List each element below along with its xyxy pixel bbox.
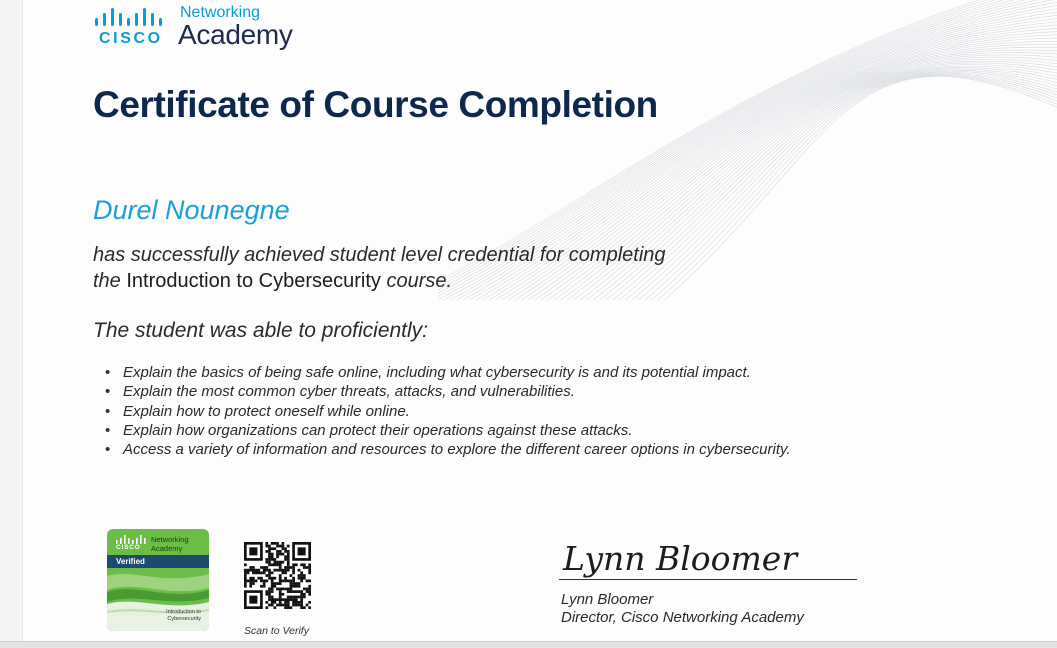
qr-module: [247, 571, 250, 574]
qr-module: [257, 577, 260, 580]
qr-module: [260, 585, 263, 588]
qr-module: [255, 571, 258, 574]
qr-module: [290, 566, 293, 569]
qr-module: [268, 577, 271, 580]
qr-module: [284, 550, 287, 553]
qr-module: [273, 582, 276, 585]
qr-module: [244, 563, 247, 566]
qr-module: [244, 580, 247, 583]
qr-finder-pattern: [249, 547, 257, 555]
qr-module: [265, 550, 268, 553]
qr-module: [268, 558, 271, 561]
qr-module: [252, 577, 255, 580]
signatory-name: Lynn Bloomer: [561, 591, 653, 608]
qr-module: [268, 604, 271, 607]
qr-module: [255, 569, 258, 572]
qr-module: [282, 545, 285, 548]
qr-module: [292, 590, 295, 593]
qr-module: [295, 596, 298, 599]
signature-script: Lynn Bloomer: [562, 539, 799, 578]
qr-module: [287, 590, 290, 593]
qr-module: [308, 580, 311, 583]
qr-module: [295, 585, 298, 588]
qr-module: [303, 596, 306, 599]
badge-verified-label: Verified: [107, 555, 209, 568]
qr-module: [284, 569, 287, 572]
qr-module: [300, 590, 303, 593]
qr-module: [279, 596, 282, 599]
qr-module: [268, 569, 271, 572]
qr-module: [295, 590, 298, 593]
qr-module: [279, 574, 282, 577]
logo-academy-text: Academy: [178, 19, 293, 51]
qr-module: [287, 601, 290, 604]
qr-module: [292, 598, 295, 601]
qr-module: [273, 563, 276, 566]
outcome-item: • Explain how organizations can protect their operations against these attacks.: [103, 421, 791, 440]
badge-cisco-text: CISCO: [116, 544, 141, 551]
course-name: Introduction to Cybersecurity: [126, 270, 381, 292]
qr-module: [279, 580, 282, 583]
qr-module: [276, 598, 279, 601]
outcome-item: • Access a variety of information and resources to explore the different career options in cybersecurity.: [103, 440, 791, 459]
qr-module: [249, 566, 252, 569]
qr-module: [282, 553, 285, 556]
qr-module: [300, 604, 303, 607]
qr-module: [244, 582, 247, 585]
qr-module: [265, 542, 268, 545]
qr-module: [276, 582, 279, 585]
qr-module: [279, 563, 282, 566]
qr-module: [263, 566, 266, 569]
qr-module: [298, 582, 301, 585]
qr-module: [284, 604, 287, 607]
qr-module: [265, 545, 268, 548]
wave-line: [658, 76, 1057, 300]
qr-module: [298, 577, 301, 580]
qr-module: [273, 542, 276, 545]
qr-module: [271, 604, 274, 607]
qr-module: [303, 574, 306, 577]
qr-module: [306, 566, 309, 569]
qr-module: [306, 588, 309, 591]
qr-module: [282, 604, 285, 607]
qr-module: [292, 577, 295, 580]
qr-module: [282, 598, 285, 601]
qr-module: [271, 555, 274, 558]
qr-module: [292, 563, 295, 566]
qr-module: [308, 606, 311, 609]
qr-module: [284, 547, 287, 550]
qr-module: [265, 590, 268, 593]
qr-module: [268, 547, 271, 550]
qr-module: [273, 561, 276, 564]
qr-module: [284, 580, 287, 583]
qr-module: [308, 588, 311, 591]
qr-module: [295, 598, 298, 601]
qr-module: [271, 596, 274, 599]
qr-module: [268, 598, 271, 601]
qr-module: [308, 569, 311, 572]
qr-module: [276, 604, 279, 607]
qr-module: [287, 604, 290, 607]
qr-module: [244, 585, 247, 588]
badge-logo: [113, 534, 205, 554]
qr-module: [279, 561, 282, 564]
qr-module: [290, 574, 293, 577]
qr-module: [284, 588, 287, 591]
certificate-page: [22, 0, 1057, 641]
qr-module: [282, 593, 285, 596]
qr-module: [284, 571, 287, 574]
qr-module: [282, 547, 285, 550]
qr-module: [279, 545, 282, 548]
qr-module: [300, 598, 303, 601]
qr-module: [292, 569, 295, 572]
badge-course-line-2: Cybersecurity: [166, 616, 201, 623]
qr-module: [265, 569, 268, 572]
scan-to-verify-label: Scan to Verify: [244, 625, 309, 637]
qr-module: [271, 580, 274, 583]
qr-module: [265, 580, 268, 583]
qr-module: [271, 588, 274, 591]
achievement-suffix: course.: [381, 270, 452, 292]
qr-module: [268, 574, 271, 577]
qr-module: [273, 558, 276, 561]
qr-module: [249, 577, 252, 580]
qr-module: [295, 563, 298, 566]
qr-module: [271, 563, 274, 566]
qr-module: [287, 598, 290, 601]
qr-module: [284, 566, 287, 569]
qr-module: [268, 593, 271, 596]
qr-module: [265, 606, 268, 609]
qr-module: [287, 596, 290, 599]
wave-line: [619, 70, 1057, 300]
qr-module: [308, 566, 311, 569]
qr-module: [300, 596, 303, 599]
qr-module: [249, 580, 252, 583]
qr-module: [260, 577, 263, 580]
qr-module: [273, 547, 276, 550]
verified-badge[interactable]: [107, 529, 209, 631]
qr-module: [308, 563, 311, 566]
qr-module: [308, 585, 311, 588]
qr-module: [300, 563, 303, 566]
qr-module: [279, 553, 282, 556]
badge-networking-text: Networking: [151, 535, 189, 544]
outcome-item: • Explain the most common cyber threats, attacks, and vulnerabilities.: [103, 382, 791, 401]
qr-module: [244, 569, 247, 572]
qr-module: [308, 590, 311, 593]
badge-academy-text: Academy: [151, 544, 182, 553]
qr-module: [271, 542, 274, 545]
signature-line: [559, 579, 857, 580]
qr-module: [298, 569, 301, 572]
qr-module: [271, 558, 274, 561]
qr-module: [279, 569, 282, 572]
qr-module: [290, 606, 293, 609]
qr-module: [303, 563, 306, 566]
qr-module: [249, 582, 252, 585]
qr-module: [268, 590, 271, 593]
qr-module: [276, 588, 279, 591]
qr-module: [287, 545, 290, 548]
qr-module: [276, 563, 279, 566]
qr-module: [260, 566, 263, 569]
qr-module: [282, 561, 285, 564]
badge-course-line-1: Introduction to: [166, 609, 201, 616]
qr-module: [268, 571, 271, 574]
qr-module: [287, 563, 290, 566]
qr-module: [287, 566, 290, 569]
qr-module: [282, 588, 285, 591]
qr-module: [276, 542, 279, 545]
networking-academy-logo: [93, 4, 313, 52]
qr-module: [287, 555, 290, 558]
qr-module: [244, 571, 247, 574]
qr-module: [265, 593, 268, 596]
qr-module: [265, 566, 268, 569]
qr-module: [292, 580, 295, 583]
qr-module: [298, 596, 301, 599]
qr-module: [247, 580, 250, 583]
signature-image: [559, 536, 859, 580]
qr-module: [263, 585, 266, 588]
qr-module: [271, 553, 274, 556]
qr-module: [290, 598, 293, 601]
qr-module: [271, 585, 274, 588]
qr-module: [300, 580, 303, 583]
qr-module: [273, 598, 276, 601]
qr-module: [303, 606, 306, 609]
qr-module: [292, 571, 295, 574]
qr-finder-pattern: [298, 547, 306, 555]
qr-module: [273, 569, 276, 572]
qr-module: [260, 571, 263, 574]
proficiency-heading: The student was able to proficiently:: [93, 319, 428, 343]
qr-module: [268, 596, 271, 599]
qr-module: [300, 593, 303, 596]
qr-module: [271, 601, 274, 604]
qr-module: [298, 590, 301, 593]
qr-module: [271, 582, 274, 585]
outcome-item: • Explain how to protect oneself while online.: [103, 402, 791, 421]
qr-module: [273, 577, 276, 580]
qr-module: [292, 582, 295, 585]
qr-module: [284, 601, 287, 604]
qr-module: [295, 582, 298, 585]
qr-module: [276, 569, 279, 572]
qr-module: [265, 601, 268, 604]
qr-module: [279, 582, 282, 585]
qr-module: [298, 601, 301, 604]
qr-module: [282, 542, 285, 545]
qr-module: [306, 580, 309, 583]
qr-module: [252, 566, 255, 569]
qr-module: [290, 596, 293, 599]
qr-module: [263, 580, 266, 583]
qr-module: [279, 593, 282, 596]
qr-module: [268, 545, 271, 548]
qr-module: [265, 561, 268, 564]
qr-module: [290, 582, 293, 585]
qr-module: [268, 563, 271, 566]
qr-module: [306, 590, 309, 593]
logo-networking-text: Networking: [180, 4, 260, 22]
cisco-wordmark: CISCO: [99, 30, 163, 48]
qr-module: [287, 553, 290, 556]
achievement-statement: [93, 242, 666, 294]
qr-module: [276, 555, 279, 558]
qr-module: [276, 545, 279, 548]
qr-module: [298, 574, 301, 577]
qr-module: [271, 577, 274, 580]
qr-module: [279, 588, 282, 591]
qr-module: [303, 588, 306, 591]
qr-module: [284, 555, 287, 558]
qr-module: [284, 558, 287, 561]
qr-module: [252, 569, 255, 572]
qr-module: [263, 569, 266, 572]
qr-module: [284, 598, 287, 601]
qr-module: [292, 604, 295, 607]
qr-module: [298, 604, 301, 607]
qr-module: [257, 571, 260, 574]
qr-finder-pattern: [249, 596, 257, 604]
outcome-item: • Explain the basics of being safe online, including what cybersecurity is and its potential impact.: [103, 363, 791, 382]
qr-module: [308, 571, 311, 574]
wave-line: [632, 72, 1057, 300]
qr-module: [247, 569, 250, 572]
qr-module: [300, 601, 303, 604]
wave-line: [652, 75, 1057, 300]
qr-module: [268, 588, 271, 591]
qr-module: [295, 601, 298, 604]
qr-module: [265, 574, 268, 577]
qr-module: [252, 582, 255, 585]
qr-module: [282, 571, 285, 574]
qr-module: [265, 558, 268, 561]
qr-module: [292, 596, 295, 599]
cisco-bars-icon: [93, 7, 163, 29]
qr-module: [290, 580, 293, 583]
certificate-title: Certificate of Course Completion: [93, 84, 658, 126]
qr-module: [287, 550, 290, 553]
qr-module: [308, 593, 311, 596]
qr-module: [255, 580, 258, 583]
qr-module: [300, 574, 303, 577]
qr-module: [287, 588, 290, 591]
qr-module: [263, 582, 266, 585]
qr-module: [244, 574, 247, 577]
qr-module: [271, 590, 274, 593]
qr-module: [260, 580, 263, 583]
student-name: Durel Nounegne: [93, 195, 290, 226]
qr-module: [244, 577, 247, 580]
qr-module: [303, 566, 306, 569]
qr-module: [287, 606, 290, 609]
qr-module: [279, 601, 282, 604]
qr-module: [292, 585, 295, 588]
qr-module: [249, 569, 252, 572]
qr-module: [282, 580, 285, 583]
qr-module: [279, 604, 282, 607]
qr-module: [284, 606, 287, 609]
qr-module: [287, 558, 290, 561]
qr-module: [300, 577, 303, 580]
qr-module: [287, 580, 290, 583]
qr-module: [287, 561, 290, 564]
qr-module: [279, 590, 282, 593]
qr-module: [279, 550, 282, 553]
qr-module: [287, 569, 290, 572]
qr-module: [308, 601, 311, 604]
qr-module: [298, 585, 301, 588]
qr-module: [300, 606, 303, 609]
qr-module: [271, 598, 274, 601]
achievement-line-1: has successfully achieved student level credential for completing: [93, 242, 666, 268]
qr-code[interactable]: [244, 542, 311, 609]
qr-module: [273, 585, 276, 588]
qr-module: [271, 571, 274, 574]
qr-module: [279, 577, 282, 580]
qr-module: [252, 580, 255, 583]
qr-module: [303, 577, 306, 580]
qr-module: [300, 571, 303, 574]
qr-module: [295, 604, 298, 607]
qr-module: [257, 569, 260, 572]
qr-module: [273, 601, 276, 604]
qr-module: [263, 571, 266, 574]
qr-module: [290, 590, 293, 593]
qr-module: [268, 550, 271, 553]
signatory-title: Director, Cisco Networking Academy: [561, 609, 804, 626]
qr-module: [276, 561, 279, 564]
qr-module: [282, 569, 285, 572]
qr-module: [279, 598, 282, 601]
achievement-line-2: [93, 268, 666, 294]
qr-module: [271, 547, 274, 550]
achievement-prefix: the: [93, 270, 126, 292]
qr-module: [268, 553, 271, 556]
qr-module: [268, 561, 271, 564]
qr-module: [290, 585, 293, 588]
qr-module: [292, 566, 295, 569]
qr-module: [306, 604, 309, 607]
badge-cisco-bars-icon: [115, 535, 149, 544]
qr-module: [268, 555, 271, 558]
qr-module: [276, 550, 279, 553]
wave-line: [606, 68, 1057, 300]
qr-module: [290, 588, 293, 591]
qr-module: [284, 577, 287, 580]
qr-module: [249, 585, 252, 588]
qr-module: [279, 566, 282, 569]
qr-module: [276, 553, 279, 556]
qr-module: [273, 606, 276, 609]
qr-module: [252, 571, 255, 574]
badge-course-text: [166, 609, 201, 623]
qr-module: [292, 601, 295, 604]
qr-module: [303, 593, 306, 596]
outcomes-list: [103, 363, 791, 459]
